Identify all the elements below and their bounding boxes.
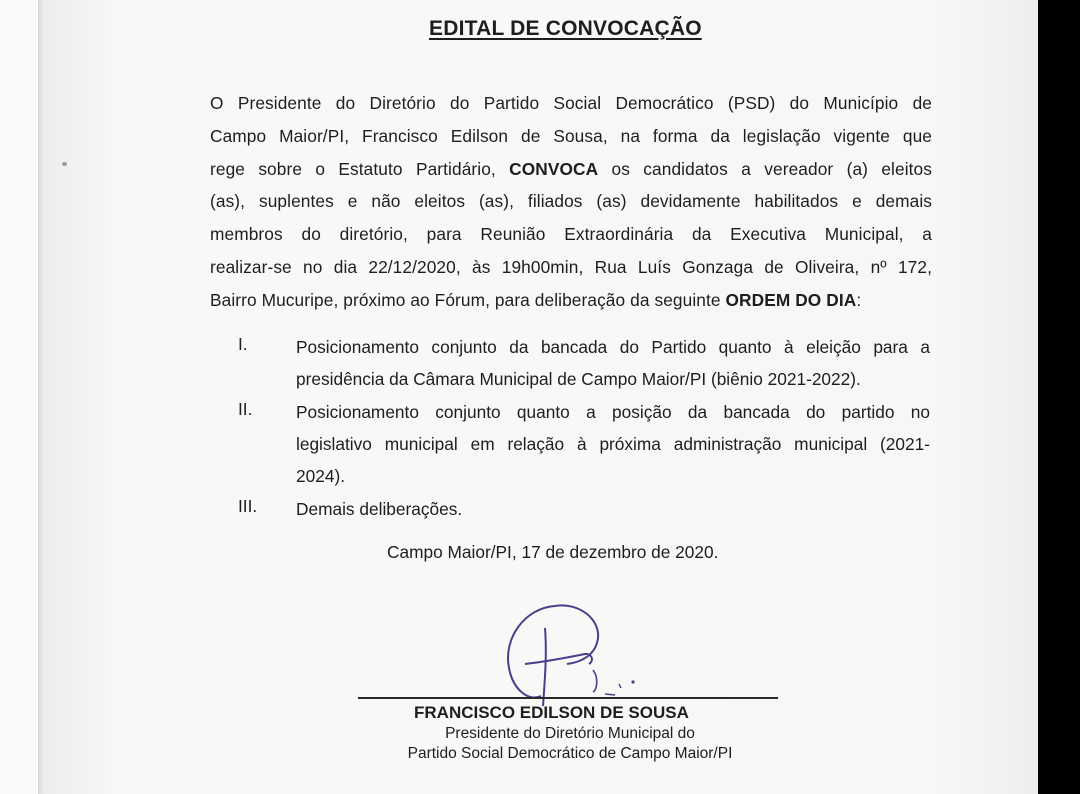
intro-line: membros do diretório, para Reunião Extraordinária da Executiva Municipal, a — [210, 224, 932, 245]
agenda-line: presidência da Câmara Municipal de Campo Maior/PI (biênio 2021-2022). — [296, 369, 861, 390]
agenda-line: 2024). — [296, 466, 346, 487]
agenda-item-number: III. — [238, 496, 258, 516]
convoca-keyword: CONVOCA — [509, 158, 599, 179]
intro-line: (as), suplentes e não eleitos (as), filiados (as) devidamente habilitados e demais — [210, 191, 932, 212]
scan-left-margin — [0, 0, 43, 794]
intro-line: Bairro Mucuripe, próximo ao Fórum, para deliberação da seguinte ORDEM DO DIA: — [210, 289, 862, 310]
intro-line: O Presidente do Diretório do Partido Social Democrático (PSD) do Município de — [210, 93, 932, 113]
signature-line — [358, 697, 778, 699]
agenda-item-text — [296, 493, 930, 525]
agenda-line: legislativo municipal em relação à próxima administração municipal (2021- — [296, 434, 930, 455]
intro-line: Campo Maior/PI, Francisco Edilson de Sousa, na forma da legislação vigente que — [210, 125, 932, 146]
agenda-item-text — [296, 331, 930, 395]
signatory-role: Presidente do Diretório Municipal do — [445, 725, 695, 742]
agenda-item-number: I. — [238, 334, 248, 354]
intro-line: realizar-se no dia 22/12/2020, às 19h00min, Rua Luís Gonzaga de Oliveira, nº 172, — [210, 256, 932, 277]
agenda-item-number: II. — [238, 399, 253, 419]
agenda-line: Posicionamento conjunto da bancada do Partido quanto à eleição para a — [296, 337, 930, 357]
agenda-line: Posicionamento conjunto quanto a posição da bancada do partido no — [296, 402, 930, 422]
intro-paragraph — [210, 87, 932, 317]
handwritten-signature — [495, 598, 655, 708]
place-date: Campo Maior/PI, 17 de dezembro de 2020. — [387, 542, 719, 562]
scan-right-edge — [1038, 0, 1080, 794]
scan-speck — [62, 162, 67, 166]
agenda-line: Demais deliberações. — [296, 499, 463, 519]
document-title: EDITAL DE CONVOCAÇÃO — [429, 17, 702, 40]
agenda-item-text — [296, 396, 930, 493]
signatory-name: FRANCISCO EDILSON DE SOUSA — [414, 703, 689, 722]
intro-line: rege sobre o Estatuto Partidário, CONVOCA os candidatos a vereador (a) eleitos — [210, 158, 932, 179]
ordem-do-dia-keyword: ORDEM DO DIA — [725, 289, 857, 310]
signatory-party: Partido Social Democrático de Campo Maior/PI — [407, 745, 733, 762]
